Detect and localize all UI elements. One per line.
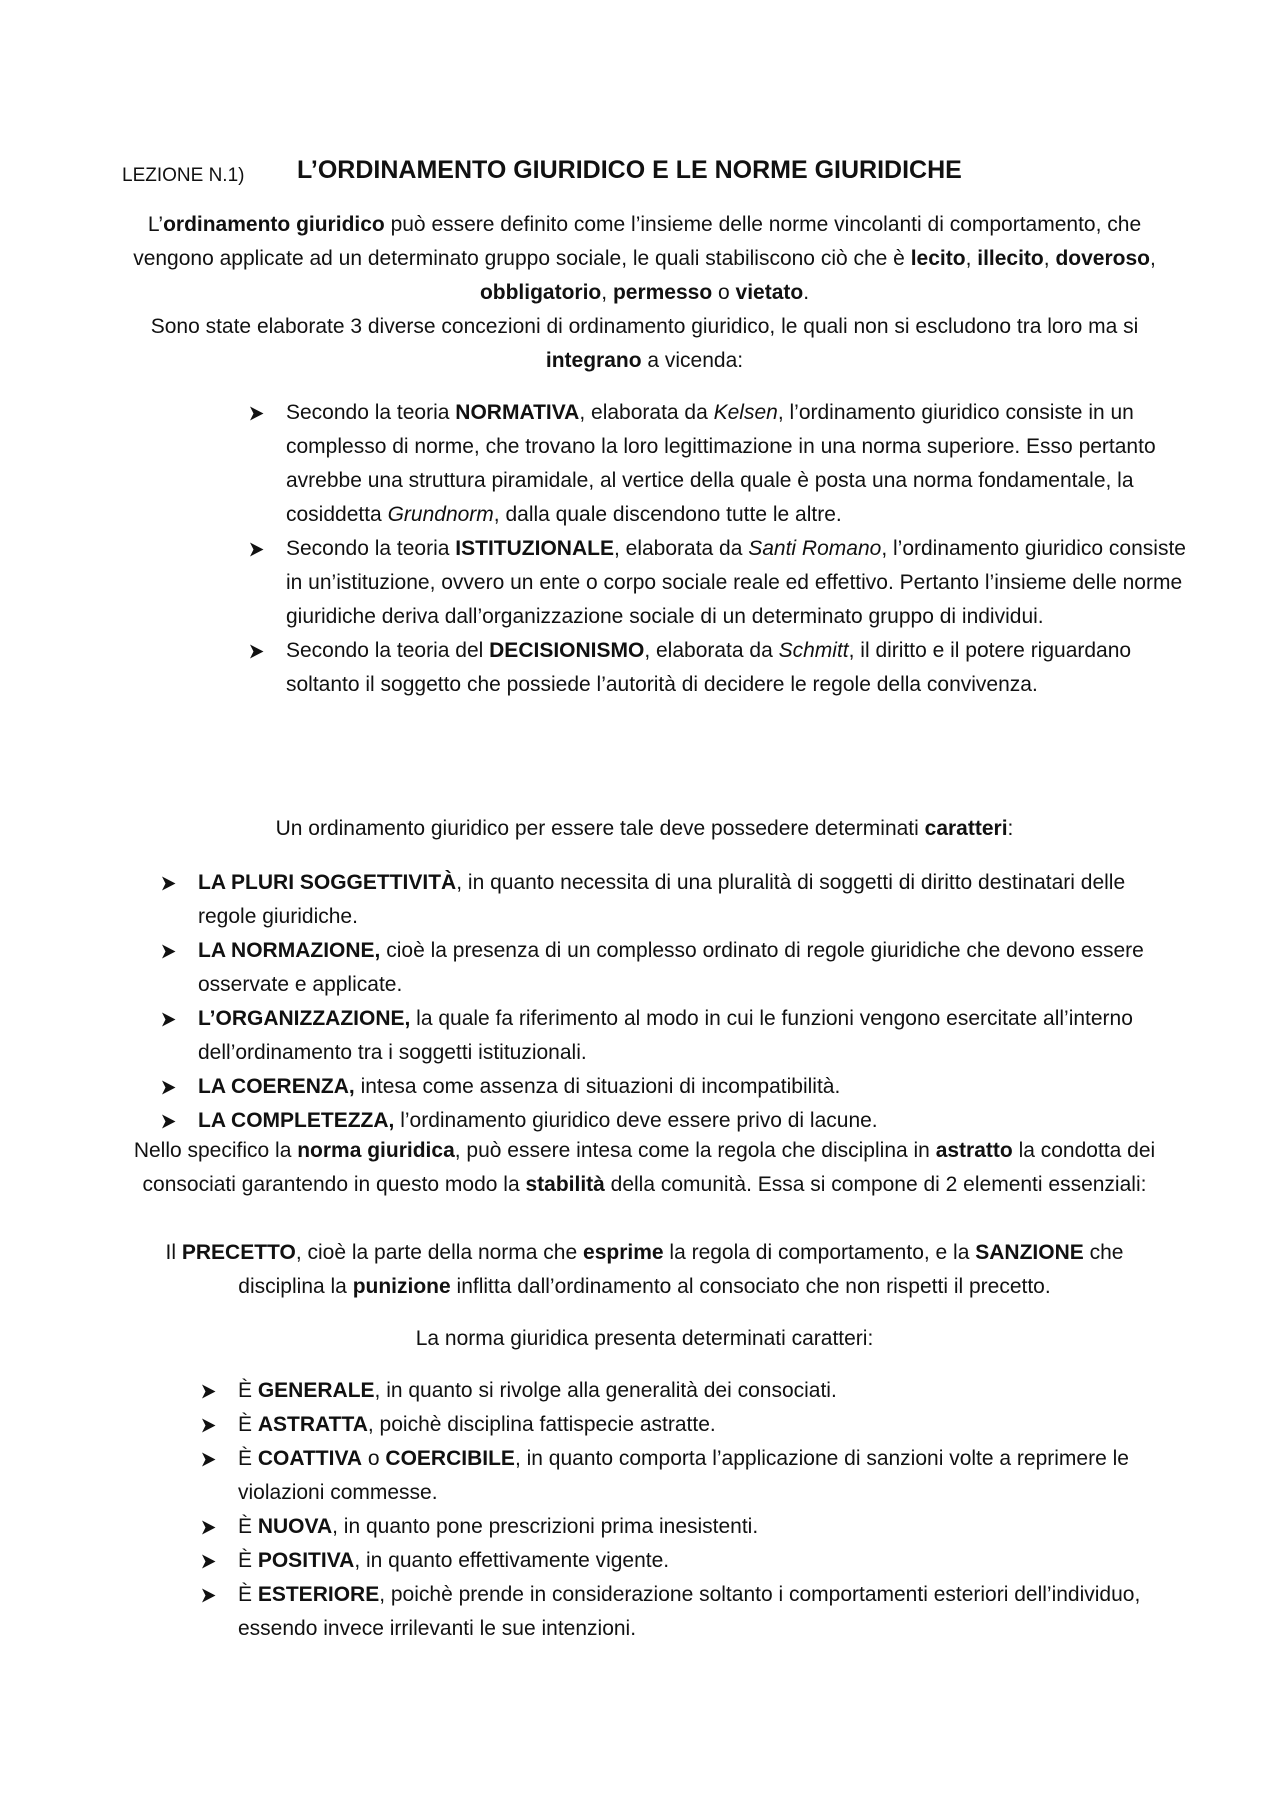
list-item-text xyxy=(198,1070,1160,1104)
list-item-text-segment: ESTERIORE xyxy=(257,1583,380,1606)
list-item-text-segment: COERCIBILE xyxy=(385,1447,515,1470)
arrowhead-bullet-icon xyxy=(200,1408,238,1442)
definition-paragraph-segment: lecito xyxy=(910,247,966,270)
caratteri-intro-paragraph-segment: : xyxy=(1007,817,1014,840)
list-item-text-segment: LA NORMAZIONE, xyxy=(198,939,381,962)
list-item-text xyxy=(238,1578,1160,1646)
arrowhead-bullet-icon xyxy=(248,396,286,430)
list-item-text-segment: Schmitt xyxy=(778,639,849,662)
concezioni-paragraph-segment: a vicenda: xyxy=(641,349,744,372)
precetto-paragraph-segment: che disciplina la xyxy=(238,1241,1124,1298)
arrowhead-bullet-icon xyxy=(200,1510,238,1544)
definition-paragraph-segment: illecito xyxy=(977,247,1044,270)
list-item-text-segment: Secondo la teoria xyxy=(286,401,456,424)
list-item-text-segment: , in quanto pone prescrizioni prima inesistenti. xyxy=(332,1515,759,1538)
norma-caratteri-list xyxy=(200,1374,1160,1646)
lesson-title: L’ORDINAMENTO GIURIDICO E LE NORME GIURIDICHE xyxy=(297,156,962,184)
definition-paragraph-segment: obbligatorio xyxy=(479,281,602,304)
definition-paragraph-segment: ordinamento giuridico xyxy=(163,213,385,236)
definition-paragraph-segment: o xyxy=(712,281,736,304)
precetto-paragraph-segment: inflitta dall’ordinamento al consociato che non rispetti il precetto. xyxy=(450,1275,1051,1298)
list-item-text-segment: LA COERENZA, xyxy=(198,1075,355,1098)
list-item-text xyxy=(238,1442,1160,1510)
list-item xyxy=(160,1104,1160,1138)
list-item-text xyxy=(238,1374,1160,1408)
list-item-text-segment: intesa come assenza di situazioni di incompatibilità. xyxy=(354,1075,841,1098)
concezioni-paragraph xyxy=(122,310,1167,378)
definition-paragraph-segment: . xyxy=(803,281,810,304)
definition-paragraph-segment: può essere definito come l’insieme delle norme vincolanti di comportamento, che vengono applicate ad un determinato gruppo sociale, le quali stabiliscono ciò che è xyxy=(133,213,1142,270)
norma-intro-paragraph-segment: Nello specifico la xyxy=(133,1139,298,1162)
norma-intro-paragraph-segment: , può essere intesa come la regola che disciplina in xyxy=(454,1139,936,1162)
norma-intro-paragraph-segment: della comunità. Essa si compone di 2 elementi essenziali: xyxy=(604,1173,1147,1196)
list-item-text-segment: È xyxy=(238,1447,258,1470)
arrowhead-bullet-icon xyxy=(200,1374,238,1408)
list-item-text-segment: , poichè disciplina fattispecie astratte. xyxy=(367,1413,716,1436)
list-item-text-segment: È xyxy=(238,1413,258,1436)
arrowhead-bullet-icon xyxy=(160,1104,198,1138)
list-item-text-segment: , il diritto e il potere riguardano soltanto il soggetto che possiede l’autorità di decidere le regole della convivenza. xyxy=(286,639,1132,696)
definition-paragraph-segment: permesso xyxy=(612,281,713,304)
list-item-text-segment: È xyxy=(238,1515,258,1538)
list-item-text xyxy=(198,934,1160,1002)
definition-paragraph-segment: vietato xyxy=(735,281,804,304)
definition-paragraph xyxy=(122,208,1167,310)
precetto-paragraph-segment: , cioè la parte della norma che xyxy=(295,1241,584,1264)
list-item-text-segment: , elaborata da xyxy=(613,537,749,560)
definition-paragraph-segment: , xyxy=(965,247,978,270)
list-item xyxy=(200,1442,1160,1510)
precetto-paragraph-segment: PRECETTO xyxy=(181,1241,296,1264)
list-item xyxy=(160,934,1160,1002)
list-item-text xyxy=(286,396,1188,532)
list-item-text-segment: ASTRATTA xyxy=(257,1413,368,1436)
definition-paragraph-segment: , xyxy=(1149,247,1156,270)
list-item xyxy=(200,1510,1160,1544)
arrowhead-bullet-icon xyxy=(160,1070,198,1104)
list-item xyxy=(200,1374,1160,1408)
norma-intro-paragraph-segment: norma giuridica xyxy=(297,1139,455,1162)
list-item-text-segment: l’ordinamento giuridico deve essere privo di lacune. xyxy=(394,1109,878,1132)
list-item-text xyxy=(198,1104,1160,1138)
norma-intro-paragraph-segment: astratto xyxy=(935,1139,1013,1162)
concezioni-paragraph-segment: Sono state elaborate 3 diverse concezioni di ordinamento giuridico, le quali non si escludono tra loro ma si xyxy=(150,315,1139,338)
list-item-text-segment: , l’ordinamento giuridico consiste in un’istituzione, ovvero un ente o corpo sociale reale ed effettivo. Pertanto l’insieme delle norme giuridiche deriva dall’organizzazione sociale di un determinato gruppo di individui. xyxy=(286,537,1186,628)
list-item-text-segment: , in quanto effettivamente vigente. xyxy=(354,1549,670,1572)
list-item xyxy=(160,1002,1160,1070)
definition-paragraph-segment: , xyxy=(1043,247,1056,270)
precetto-paragraph-segment: Il xyxy=(165,1241,182,1264)
list-item-text xyxy=(238,1510,1160,1544)
list-item xyxy=(248,532,1188,634)
arrowhead-bullet-icon xyxy=(160,1002,198,1036)
concezioni-paragraph-segment: integrano xyxy=(545,349,642,372)
precetto-paragraph-segment: esprime xyxy=(583,1241,664,1264)
list-item xyxy=(200,1408,1160,1442)
caratteri-intro-paragraph xyxy=(122,812,1167,846)
list-item-text xyxy=(238,1408,1160,1442)
definition-paragraph-segment: doveroso xyxy=(1055,247,1150,270)
list-item-text-segment: , elaborata da xyxy=(579,401,714,424)
arrowhead-bullet-icon xyxy=(248,634,286,668)
list-item-text-segment: È xyxy=(238,1549,258,1572)
arrowhead-bullet-icon xyxy=(160,934,198,968)
list-item-text-segment: , in quanto necessita di una pluralità di soggetti di diritto destinatari delle regole giuridiche. xyxy=(198,871,1126,928)
precetto-paragraph-segment: SANZIONE xyxy=(975,1241,1084,1264)
list-item-text-segment: , in quanto si rivolge alla generalità dei consociati. xyxy=(374,1379,837,1402)
list-item-text-segment: , elaborata da xyxy=(644,639,779,662)
norma-intro-paragraph xyxy=(122,1134,1167,1202)
list-item-text-segment: cioè la presenza di un complesso ordinato di regole giuridiche che devono essere osservate e applicate. xyxy=(198,939,1144,996)
precetto-paragraph-segment: la regola di comportamento, e la xyxy=(663,1241,976,1264)
list-item-text-segment: Grundnorm xyxy=(387,503,494,526)
theories-list xyxy=(248,396,1188,702)
definition-paragraph-segment: , xyxy=(601,281,613,304)
list-item-text-segment: NUOVA xyxy=(257,1515,333,1538)
list-item-text-segment: DECISIONISMO xyxy=(489,639,645,662)
lesson-header xyxy=(122,156,1172,192)
list-item xyxy=(160,866,1160,934)
list-item xyxy=(200,1578,1160,1646)
caratteri-intro-paragraph-segment: caratteri xyxy=(924,817,1008,840)
list-item-text-segment: Kelsen xyxy=(713,401,778,424)
list-item-text-segment: GENERALE xyxy=(257,1379,375,1402)
list-item-text-segment: , l’ordinamento giuridico consiste in un complesso di norme, che trovano la loro legittimazione in una norma superiore. Esso pertanto avrebbe una struttura piramidale, al vertice della quale è posta una norma fondamentale, la cosiddetta xyxy=(286,401,1156,526)
list-item-text-segment: COATTIVA xyxy=(257,1447,363,1470)
list-item-text-segment: o xyxy=(362,1447,386,1470)
norma-caratteri-heading: La norma giuridica presenta determinati caratteri: xyxy=(415,1327,874,1350)
arrowhead-bullet-icon xyxy=(248,532,286,566)
list-item-text-segment: , in quanto comporta l’applicazione di sanzioni volte a reprimere le violazioni commesse. xyxy=(238,1447,1129,1504)
arrowhead-bullet-icon xyxy=(200,1442,238,1476)
list-item-text-segment: la quale fa riferimento al modo in cui le funzioni vengono esercitate all’interno dell’ordinamento tra i soggetti istituzionali. xyxy=(198,1007,1133,1064)
list-item-text-segment: È xyxy=(238,1583,258,1606)
list-item-text-segment: POSITIVA xyxy=(257,1549,355,1572)
list-item xyxy=(248,396,1188,532)
list-item-text xyxy=(198,1002,1160,1070)
precetto-paragraph-segment: punizione xyxy=(352,1275,451,1298)
list-item-text-segment: LA PLURI SOGGETTIVITÀ xyxy=(198,871,457,894)
list-item-text-segment: ISTITUZIONALE xyxy=(455,537,614,560)
list-item xyxy=(200,1544,1160,1578)
list-item xyxy=(160,1070,1160,1104)
caratteri-list xyxy=(160,866,1160,1138)
lesson-number: LEZIONE N.1) xyxy=(122,165,245,186)
list-item-text-segment: NORMATIVA xyxy=(455,401,580,424)
list-item-text xyxy=(238,1544,1160,1578)
caratteri-intro-paragraph-segment: Un ordinamento giuridico per essere tale deve possedere determinati xyxy=(275,817,925,840)
list-item-text-segment: Secondo la teoria del xyxy=(286,639,490,662)
list-item-text-segment: LA COMPLETEZZA, xyxy=(198,1109,395,1132)
list-item-text-segment: , dalla quale discendono tutte le altre. xyxy=(493,503,842,526)
arrowhead-bullet-icon xyxy=(160,866,198,900)
norma-intro-paragraph-segment: stabilità xyxy=(525,1173,605,1196)
list-item-text-segment: Secondo la teoria xyxy=(286,537,456,560)
list-item-text-segment: Santi Romano xyxy=(748,537,882,560)
list-item-text xyxy=(286,634,1188,702)
norma-intro-paragraph-segment: la condotta dei consociati garantendo in questo modo la xyxy=(142,1139,1156,1196)
list-item-text xyxy=(286,532,1188,634)
arrowhead-bullet-icon xyxy=(200,1578,238,1612)
list-item xyxy=(248,634,1188,702)
list-item-text xyxy=(198,866,1160,934)
list-item-text-segment: È xyxy=(238,1379,258,1402)
list-item-text-segment: , poichè prende in considerazione soltanto i comportamenti esteriori dell’individuo, essendo invece irrilevanti le sue intenzioni. xyxy=(238,1583,1141,1640)
list-item-text-segment: L’ORGANIZZAZIONE, xyxy=(198,1007,411,1030)
arrowhead-bullet-icon xyxy=(200,1544,238,1578)
precetto-paragraph xyxy=(122,1236,1167,1304)
definition-paragraph-segment: L’ xyxy=(147,213,164,236)
